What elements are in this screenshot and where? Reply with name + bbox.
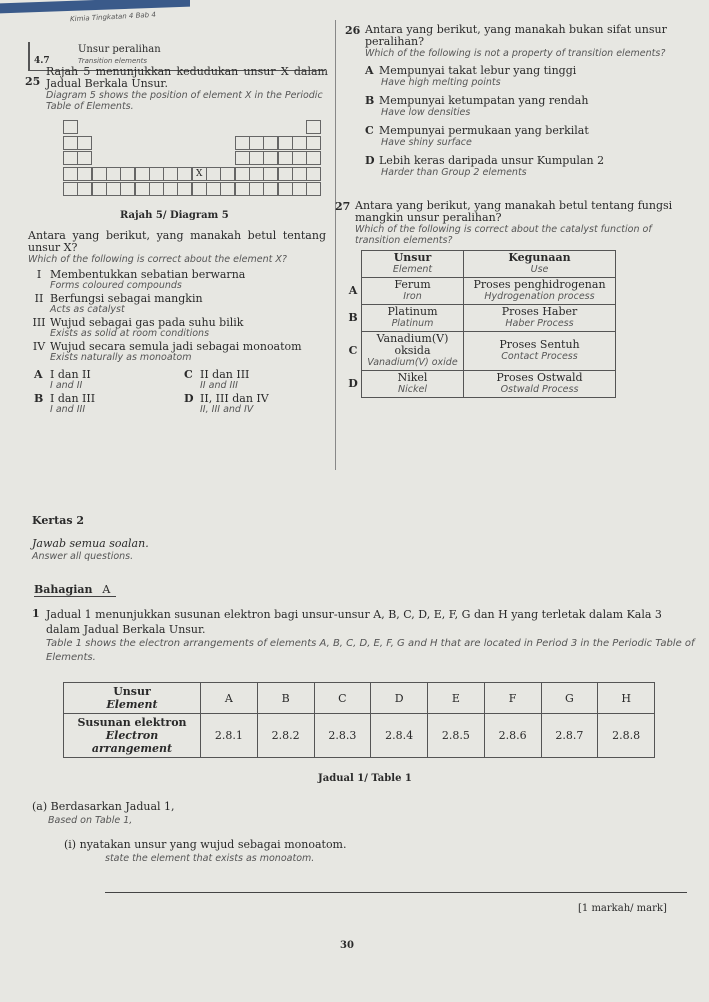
- option-letter: B: [348, 311, 358, 324]
- option-letter: D: [348, 377, 358, 390]
- periodic-cell: [177, 167, 192, 181]
- periodic-cell: [77, 136, 92, 150]
- stem-en: Diagram 5 shows the position of element X in the Periodic Table of Elements.: [46, 90, 323, 112]
- table-1: [63, 682, 655, 758]
- instruction-ms: Jawab semua soalan.: [32, 537, 149, 550]
- use-ms: Proses Ostwald: [496, 371, 583, 384]
- th-ms: Kegunaan: [508, 251, 571, 264]
- arrangement-cell: 2.8.1: [201, 714, 258, 758]
- periodic-cell: [92, 182, 107, 196]
- rh-en: Electron arrangement: [91, 729, 173, 755]
- option-ms: I dan III: [50, 392, 96, 405]
- periodic-cell: [77, 167, 92, 181]
- periodic-cell: [106, 167, 121, 181]
- part-a-en: Based on Table 1,: [48, 815, 133, 826]
- running-title: Kimia Tingkatan 4 Bab 4: [69, 10, 157, 24]
- part-heading: [34, 583, 116, 597]
- statement-number: II: [34, 292, 44, 305]
- use-en: Contact Process: [501, 351, 578, 362]
- periodic-cell: [263, 136, 278, 150]
- option-c[interactable]: [345, 123, 685, 149]
- periodic-cell: [235, 151, 250, 165]
- question-26: [345, 24, 685, 183]
- periodic-cell: [292, 151, 307, 165]
- row-header: [64, 714, 201, 758]
- option-en: II, III and IV: [200, 404, 254, 415]
- option-letter: C: [348, 344, 358, 357]
- rh-ms: Susunan elektron: [77, 716, 187, 729]
- statement: [28, 315, 326, 339]
- question-1: [32, 607, 697, 665]
- periodic-cell: [92, 167, 107, 181]
- statement-ms: Membentukkan sebatian berwarna: [50, 268, 246, 281]
- option-b-row[interactable]: [345, 305, 616, 332]
- option-ms: II dan III: [200, 368, 250, 381]
- part-i-en: state the element that exists as monoatom.: [105, 853, 315, 864]
- statement-en: Acts as catalyst: [50, 304, 125, 315]
- use-en: Hydrogenation process: [484, 291, 595, 302]
- option-a[interactable]: [345, 63, 685, 89]
- element-cell: B: [257, 683, 314, 714]
- instruction-en: Answer all questions.: [32, 551, 134, 562]
- periodic-cell: [220, 167, 235, 181]
- periodic-cell: [77, 151, 92, 165]
- table-caption: Jadual 1/ Table 1: [318, 773, 412, 784]
- element-x-cell: X: [192, 167, 207, 181]
- header-use: [464, 251, 616, 278]
- statement-number: III: [32, 316, 46, 329]
- paper-title: Kertas 2: [32, 514, 84, 527]
- question-number: 25: [25, 75, 41, 88]
- element-en: Nickel: [398, 384, 427, 395]
- periodic-cell: [263, 151, 278, 165]
- th-en: Element: [392, 264, 433, 275]
- element-ms: Platinum: [387, 305, 438, 318]
- statement-ms: Wujud sebagai gas pada suhu bilik: [50, 316, 244, 329]
- option-d-row[interactable]: [345, 371, 616, 398]
- periodic-cell: [192, 182, 207, 196]
- statement-en: Exists as solid at room conditions: [50, 328, 210, 339]
- option-d[interactable]: [345, 153, 685, 179]
- periodic-cell: [306, 167, 321, 181]
- catalyst-table: [345, 250, 616, 398]
- periodic-cell: [63, 120, 78, 134]
- arrangement-cell: 2.8.5: [428, 714, 485, 758]
- periodic-cell: [292, 167, 307, 181]
- element-ms: Ferum: [394, 278, 431, 291]
- option-a-row[interactable]: [345, 278, 616, 305]
- periodic-cell: [163, 167, 178, 181]
- periodic-cell: [63, 151, 78, 165]
- stem-ms: Antara yang berikut, yang manakah betul tentang fungsi mangkin unsur peralihan?: [355, 199, 673, 224]
- stem-ms: Rajah 5 menunjukkan kedudukan unsur X dalam Jadual Berkala Unsur.: [46, 65, 328, 90]
- periodic-cell: [235, 182, 250, 196]
- element-cell: D: [371, 683, 428, 714]
- stem-en: Which of the following is correct about the catalyst function of transition elements?: [355, 224, 652, 246]
- statement-number: IV: [32, 340, 46, 353]
- element-cell: A: [201, 683, 258, 714]
- element-en: Iron: [403, 291, 422, 302]
- element-ms: Nikel: [397, 371, 428, 384]
- q25-question: [28, 230, 326, 415]
- page-number: 30: [340, 940, 354, 951]
- periodic-cell: [135, 182, 150, 196]
- option-en: Have shiny surface: [381, 137, 472, 148]
- option-ms: Mempunyai ketumpatan yang rendah: [379, 94, 589, 107]
- question-ms: Antara yang berikut, yang manakah betul tentang unsur X?: [28, 229, 326, 254]
- element-ms: Vanadium(V) oksida: [376, 332, 449, 357]
- option-ms: Mempunyai takat lebur yang tinggi: [379, 64, 577, 77]
- column-divider: [335, 20, 336, 470]
- statement-number: I: [36, 268, 42, 281]
- option-ms: II, III dan IV: [200, 392, 269, 405]
- periodic-cell: [306, 136, 321, 150]
- periodic-cell: [135, 167, 150, 181]
- part-letter: A: [102, 583, 111, 596]
- part-i-label: (i): [64, 838, 77, 851]
- option-a[interactable]: [28, 367, 178, 391]
- element-cell: E: [428, 683, 485, 714]
- element-cell: H: [598, 683, 655, 714]
- option-c-row[interactable]: [345, 332, 616, 371]
- option-en: II and III: [200, 380, 238, 391]
- th-ms: Unsur: [393, 251, 432, 264]
- arrangement-cell: 2.8.6: [484, 714, 541, 758]
- question-27: [335, 199, 690, 398]
- statement-ms: Berfungsi sebagai mangkin: [50, 292, 203, 305]
- element-cell: G: [541, 683, 598, 714]
- option-letter: D: [365, 154, 375, 167]
- periodic-cell: [249, 167, 264, 181]
- question-number: 26: [345, 24, 361, 37]
- question-number: 27: [335, 200, 351, 213]
- section-number: 4.7: [34, 56, 50, 66]
- periodic-cell: [120, 167, 135, 181]
- periodic-cell: [206, 182, 221, 196]
- statement-en: Exists naturally as monoatom: [50, 352, 192, 363]
- statement: [28, 291, 326, 315]
- option-letter: C: [365, 124, 374, 137]
- statement-en: Forms coloured compounds: [50, 280, 182, 291]
- rh-en: Element: [106, 698, 158, 711]
- option-letter: A: [348, 284, 358, 297]
- periodic-cell: [263, 182, 278, 196]
- periodic-cell: [63, 182, 78, 196]
- stem-en: Table 1 shows the electron arrangements of elements A, B, C, D, E, F, G and H that are located in Period 3 in the Periodic Table of Elements.: [46, 638, 695, 663]
- periodic-cell: [149, 182, 164, 196]
- option-letter: A: [365, 64, 374, 77]
- option-ms: I dan II: [50, 368, 91, 381]
- arrangement-cell: 2.8.4: [371, 714, 428, 758]
- periodic-cell: [278, 182, 293, 196]
- periodic-cell: [63, 167, 78, 181]
- header-element: [362, 251, 464, 278]
- periodic-cell: [306, 151, 321, 165]
- periodic-cell: [177, 182, 192, 196]
- use-ms: Proses penghidrogenan: [473, 278, 606, 291]
- periodic-cell: [206, 167, 221, 181]
- periodic-cell: [235, 167, 250, 181]
- statement: [28, 339, 326, 363]
- statement-ms: Wujud secara semula jadi sebagai monoatom: [50, 340, 302, 353]
- periodic-cell: [249, 182, 264, 196]
- statement: [28, 267, 326, 291]
- part-label: Bahagian: [34, 583, 93, 596]
- periodic-cell: [292, 182, 307, 196]
- part-a-label: (a): [32, 800, 48, 813]
- element-en: Vanadium(V) oxide: [367, 357, 458, 368]
- part-a-ms: Berdasarkan Jadual 1,: [50, 800, 175, 813]
- diagram-caption: Rajah 5/ Diagram 5: [120, 210, 229, 221]
- question-number: 1: [32, 607, 40, 620]
- option-en: Have low densities: [381, 107, 471, 118]
- arrangement-cell: 2.8.8: [598, 714, 655, 758]
- periodic-cell: [163, 182, 178, 196]
- option-en: Have high melting points: [381, 77, 501, 88]
- element-en: Platinum: [391, 318, 434, 329]
- periodic-cell: [249, 136, 264, 150]
- rh-ms: Unsur: [113, 685, 151, 698]
- option-d[interactable]: [178, 391, 318, 415]
- option-letter: A: [34, 368, 43, 381]
- question-en: Which of the following is correct about the element X?: [28, 254, 287, 265]
- periodic-cell: [149, 167, 164, 181]
- arrangement-cell: 2.8.2: [257, 714, 314, 758]
- stem-ms: Jadual 1 menunjukkan susunan elektron bagi unsur-unsur A, B, C, D, E, F, G dan H yang terletak dalam Kala 3 dalam Jadual Berkala Unsur.: [46, 608, 662, 636]
- periodic-cell: [292, 136, 307, 150]
- section-title: Unsur peralihan: [78, 44, 161, 55]
- use-en: Ostwald Process: [500, 384, 579, 395]
- periodic-cell: [63, 136, 78, 150]
- stem-ms: Antara yang berikut, yang manakah bukan sifat unsur peralihan?: [365, 23, 667, 48]
- periodic-cell: [306, 182, 321, 196]
- periodic-cell: [278, 167, 293, 181]
- periodic-cell: [106, 182, 121, 196]
- periodic-cell: [77, 182, 92, 196]
- option-ms: Lebih keras daripada unsur Kumpulan 2: [379, 154, 605, 167]
- option-letter: B: [34, 392, 44, 405]
- option-en: I and II: [50, 380, 83, 391]
- option-ms: Mempunyai permukaan yang berkilat: [379, 124, 589, 137]
- option-letter: D: [184, 392, 194, 405]
- marks-label: [1 markah/ mark]: [578, 903, 667, 914]
- periodic-cell: [263, 167, 278, 181]
- periodic-cell: [278, 136, 293, 150]
- periodic-cell: [306, 120, 321, 134]
- periodic-cell: [278, 151, 293, 165]
- arrangement-cell: 2.8.3: [314, 714, 371, 758]
- use-en: Haber Process: [505, 318, 574, 329]
- part-i-ms: nyatakan unsur yang wujud sebagai monoatom.: [79, 838, 347, 851]
- element-cell: F: [484, 683, 541, 714]
- use-ms: Proses Haber: [501, 305, 578, 318]
- stem-en: Which of the following is not a property of transition elements?: [365, 48, 666, 59]
- question-25: [25, 65, 328, 112]
- section-subtitle: Transition elements: [78, 57, 148, 65]
- periodic-cell: [235, 136, 250, 150]
- option-b[interactable]: [345, 93, 685, 119]
- use-ms: Proses Sentuh: [499, 338, 580, 351]
- option-en: Harder than Group 2 elements: [381, 167, 527, 178]
- periodic-cell: [249, 151, 264, 165]
- row-header: [64, 683, 201, 714]
- answer-line[interactable]: [105, 892, 687, 893]
- th-en: Use: [530, 264, 549, 275]
- arrangement-cell: 2.8.7: [541, 714, 598, 758]
- option-c[interactable]: [178, 367, 318, 391]
- periodic-cell: [220, 182, 235, 196]
- element-cell: C: [314, 683, 371, 714]
- option-b[interactable]: [28, 391, 178, 415]
- periodic-cell: [120, 182, 135, 196]
- periodic-table-diagram: [63, 120, 333, 200]
- header-band: [0, 0, 190, 13]
- option-en: I and III: [50, 404, 86, 415]
- option-letter: B: [365, 94, 375, 107]
- option-letter: C: [184, 368, 193, 381]
